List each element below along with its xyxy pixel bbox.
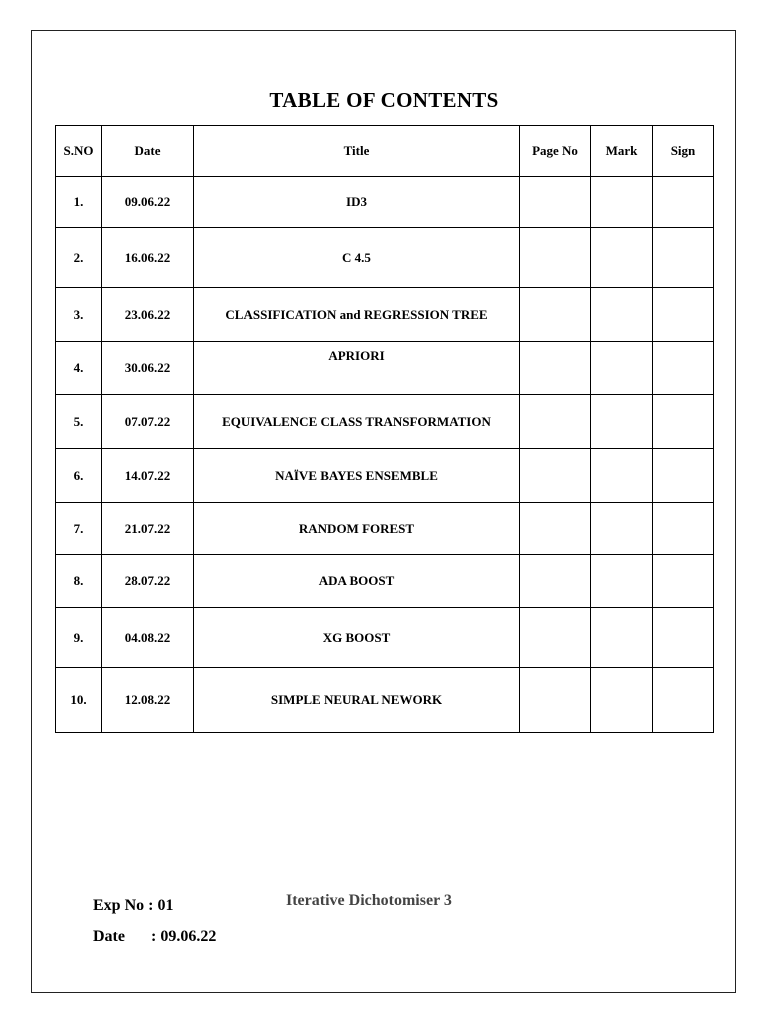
- table-row: [56, 668, 714, 733]
- row-mark: [591, 395, 653, 449]
- table-row: [56, 503, 714, 555]
- row-page-no: [520, 503, 591, 555]
- row-mark: [591, 177, 653, 228]
- row-date: 14.07.22: [102, 449, 194, 503]
- row-mark: [591, 342, 653, 395]
- row-date: 04.08.22: [102, 608, 194, 668]
- row-sign: [653, 395, 714, 449]
- row-date: 07.07.22: [102, 395, 194, 449]
- table-row: [56, 555, 714, 608]
- row-title: CLASSIFICATION and REGRESSION TREE: [194, 288, 520, 342]
- row-sno: 1.: [56, 177, 102, 228]
- row-mark: [591, 503, 653, 555]
- row-date: 28.07.22: [102, 555, 194, 608]
- row-sno: 8.: [56, 555, 102, 608]
- row-page-no: [520, 608, 591, 668]
- table-row: [56, 395, 714, 449]
- header-page-no: Page No: [520, 126, 591, 177]
- table-row: [56, 177, 714, 228]
- row-sign: [653, 668, 714, 733]
- row-date: 09.06.22: [102, 177, 194, 228]
- row-date: 30.06.22: [102, 342, 194, 395]
- row-title: ADA BOOST: [194, 555, 520, 608]
- experiment-title: Iterative Dichotomiser 3: [286, 892, 452, 909]
- row-sno: 6.: [56, 449, 102, 503]
- row-mark: [591, 449, 653, 503]
- row-date: 12.08.22: [102, 668, 194, 733]
- row-page-no: [520, 342, 591, 395]
- row-date: 23.06.22: [102, 288, 194, 342]
- row-sign: [653, 342, 714, 395]
- header-date: Date: [102, 126, 194, 177]
- row-date: 21.07.22: [102, 503, 194, 555]
- row-sno: 7.: [56, 503, 102, 555]
- row-mark: [591, 228, 653, 288]
- row-page-no: [520, 668, 591, 733]
- row-mark: [591, 608, 653, 668]
- row-page-no: [520, 177, 591, 228]
- page-title: TABLE OF CONTENTS: [269, 88, 499, 112]
- experiment-date-label: Date: [93, 928, 125, 945]
- header-sno: S.NO: [56, 126, 102, 177]
- row-page-no: [520, 288, 591, 342]
- table-row: [56, 608, 714, 668]
- experiment-number: Exp No : 01: [93, 897, 174, 914]
- row-sno: 2.: [56, 228, 102, 288]
- row-title: SIMPLE NEURAL NEWORK: [194, 668, 520, 733]
- row-sign: [653, 503, 714, 555]
- row-title: NAÏVE BAYES ENSEMBLE: [194, 449, 520, 503]
- row-sign: [653, 449, 714, 503]
- row-page-no: [520, 228, 591, 288]
- row-sign: [653, 228, 714, 288]
- row-sno: 9.: [56, 608, 102, 668]
- row-title: APRIORI: [194, 342, 520, 395]
- row-title: RANDOM FOREST: [194, 503, 520, 555]
- row-date: 16.06.22: [102, 228, 194, 288]
- row-title: XG BOOST: [194, 608, 520, 668]
- row-mark: [591, 288, 653, 342]
- header-sign: Sign: [653, 126, 714, 177]
- table-row: [56, 228, 714, 288]
- row-sign: [653, 555, 714, 608]
- row-sno: 10.: [56, 668, 102, 733]
- experiment-date: [93, 928, 216, 946]
- row-page-no: [520, 395, 591, 449]
- header-title: Title: [194, 126, 520, 177]
- row-title: ID3: [194, 177, 520, 228]
- experiment-date-value: : 09.06.22: [151, 928, 217, 945]
- row-sno: 4.: [56, 342, 102, 395]
- row-sno: 5.: [56, 395, 102, 449]
- row-sign: [653, 288, 714, 342]
- row-page-no: [520, 555, 591, 608]
- row-sno: 3.: [56, 288, 102, 342]
- table-row: [56, 449, 714, 503]
- table-row: [56, 288, 714, 342]
- row-mark: [591, 555, 653, 608]
- row-title: EQUIVALENCE CLASS TRANSFORMATION: [194, 395, 520, 449]
- header-mark: Mark: [591, 126, 653, 177]
- row-sign: [653, 608, 714, 668]
- row-sign: [653, 177, 714, 228]
- row-mark: [591, 668, 653, 733]
- table-header-row: [56, 126, 714, 177]
- table-row: [56, 342, 714, 395]
- row-page-no: [520, 449, 591, 503]
- toc-table: [55, 125, 714, 733]
- row-title: C 4.5: [194, 228, 520, 288]
